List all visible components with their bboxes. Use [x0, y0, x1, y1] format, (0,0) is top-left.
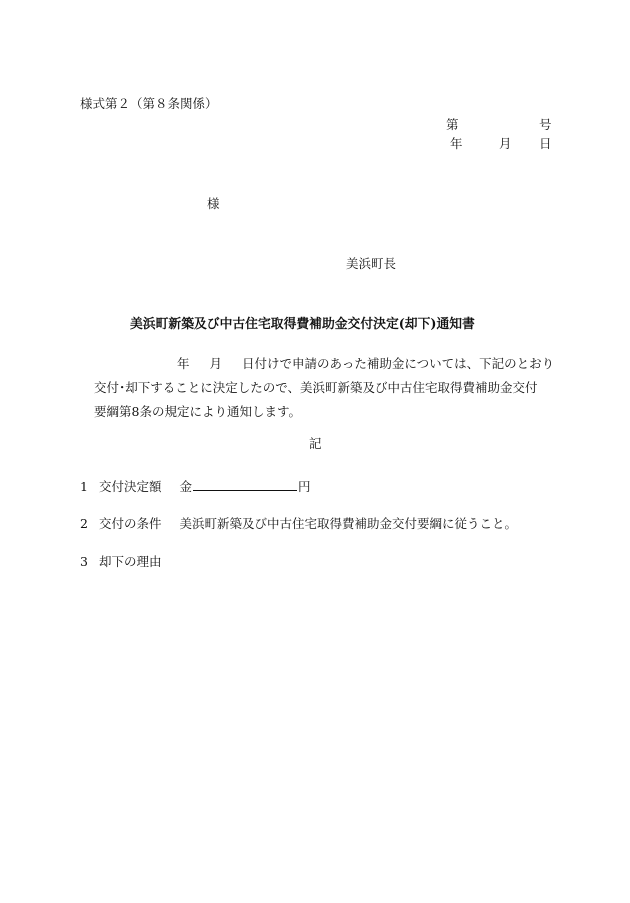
date-year: 年: [450, 136, 463, 151]
item-3-label: 却下の理由: [98, 554, 162, 569]
item-3: [80, 556, 161, 569]
number-suffix: 号: [539, 117, 552, 132]
item-1-label: 交付決定額: [98, 479, 162, 494]
date-month: 月: [499, 136, 512, 151]
number-prefix: 第: [446, 117, 459, 132]
item-3-number: 3: [80, 554, 88, 569]
item-2: [80, 518, 517, 531]
item-1-prefix: 金: [179, 479, 192, 494]
item-1-number: 1: [80, 479, 88, 494]
ki-heading: 記: [309, 436, 322, 451]
addressee-suffix: 様: [207, 196, 220, 211]
body-line-2: 交付･却下することに決定したので、美浜町新築及び中古住宅取得費補助金交付: [94, 380, 538, 395]
issuer: 美浜町長: [346, 256, 397, 271]
body-line-3: 要綱第8条の規定により通知します。: [94, 404, 301, 419]
body-year: 年: [177, 356, 190, 371]
item-1-suffix: 円: [297, 479, 311, 494]
document-title: 美浜町新築及び中古住宅取得費補助金交付決定(却下)通知書: [130, 317, 475, 332]
form-label: 様式第２（第８条関係）: [80, 96, 218, 111]
item-2-value: 美浜町新築及び中古住宅取得費補助金交付要綱に従うこと。: [179, 516, 517, 531]
item-2-number: 2: [80, 516, 88, 531]
amount-blank-line: [193, 478, 297, 491]
body-line-1-rest: 日付けで申請のあった補助金については、下記のとおり: [242, 356, 555, 371]
body-line-1: [80, 352, 560, 376]
body-month: 月: [209, 356, 223, 371]
body-paragraph: [80, 352, 560, 424]
item-1: [80, 478, 310, 494]
date-day: 日: [539, 136, 552, 151]
item-2-label: 交付の条件: [98, 516, 162, 531]
